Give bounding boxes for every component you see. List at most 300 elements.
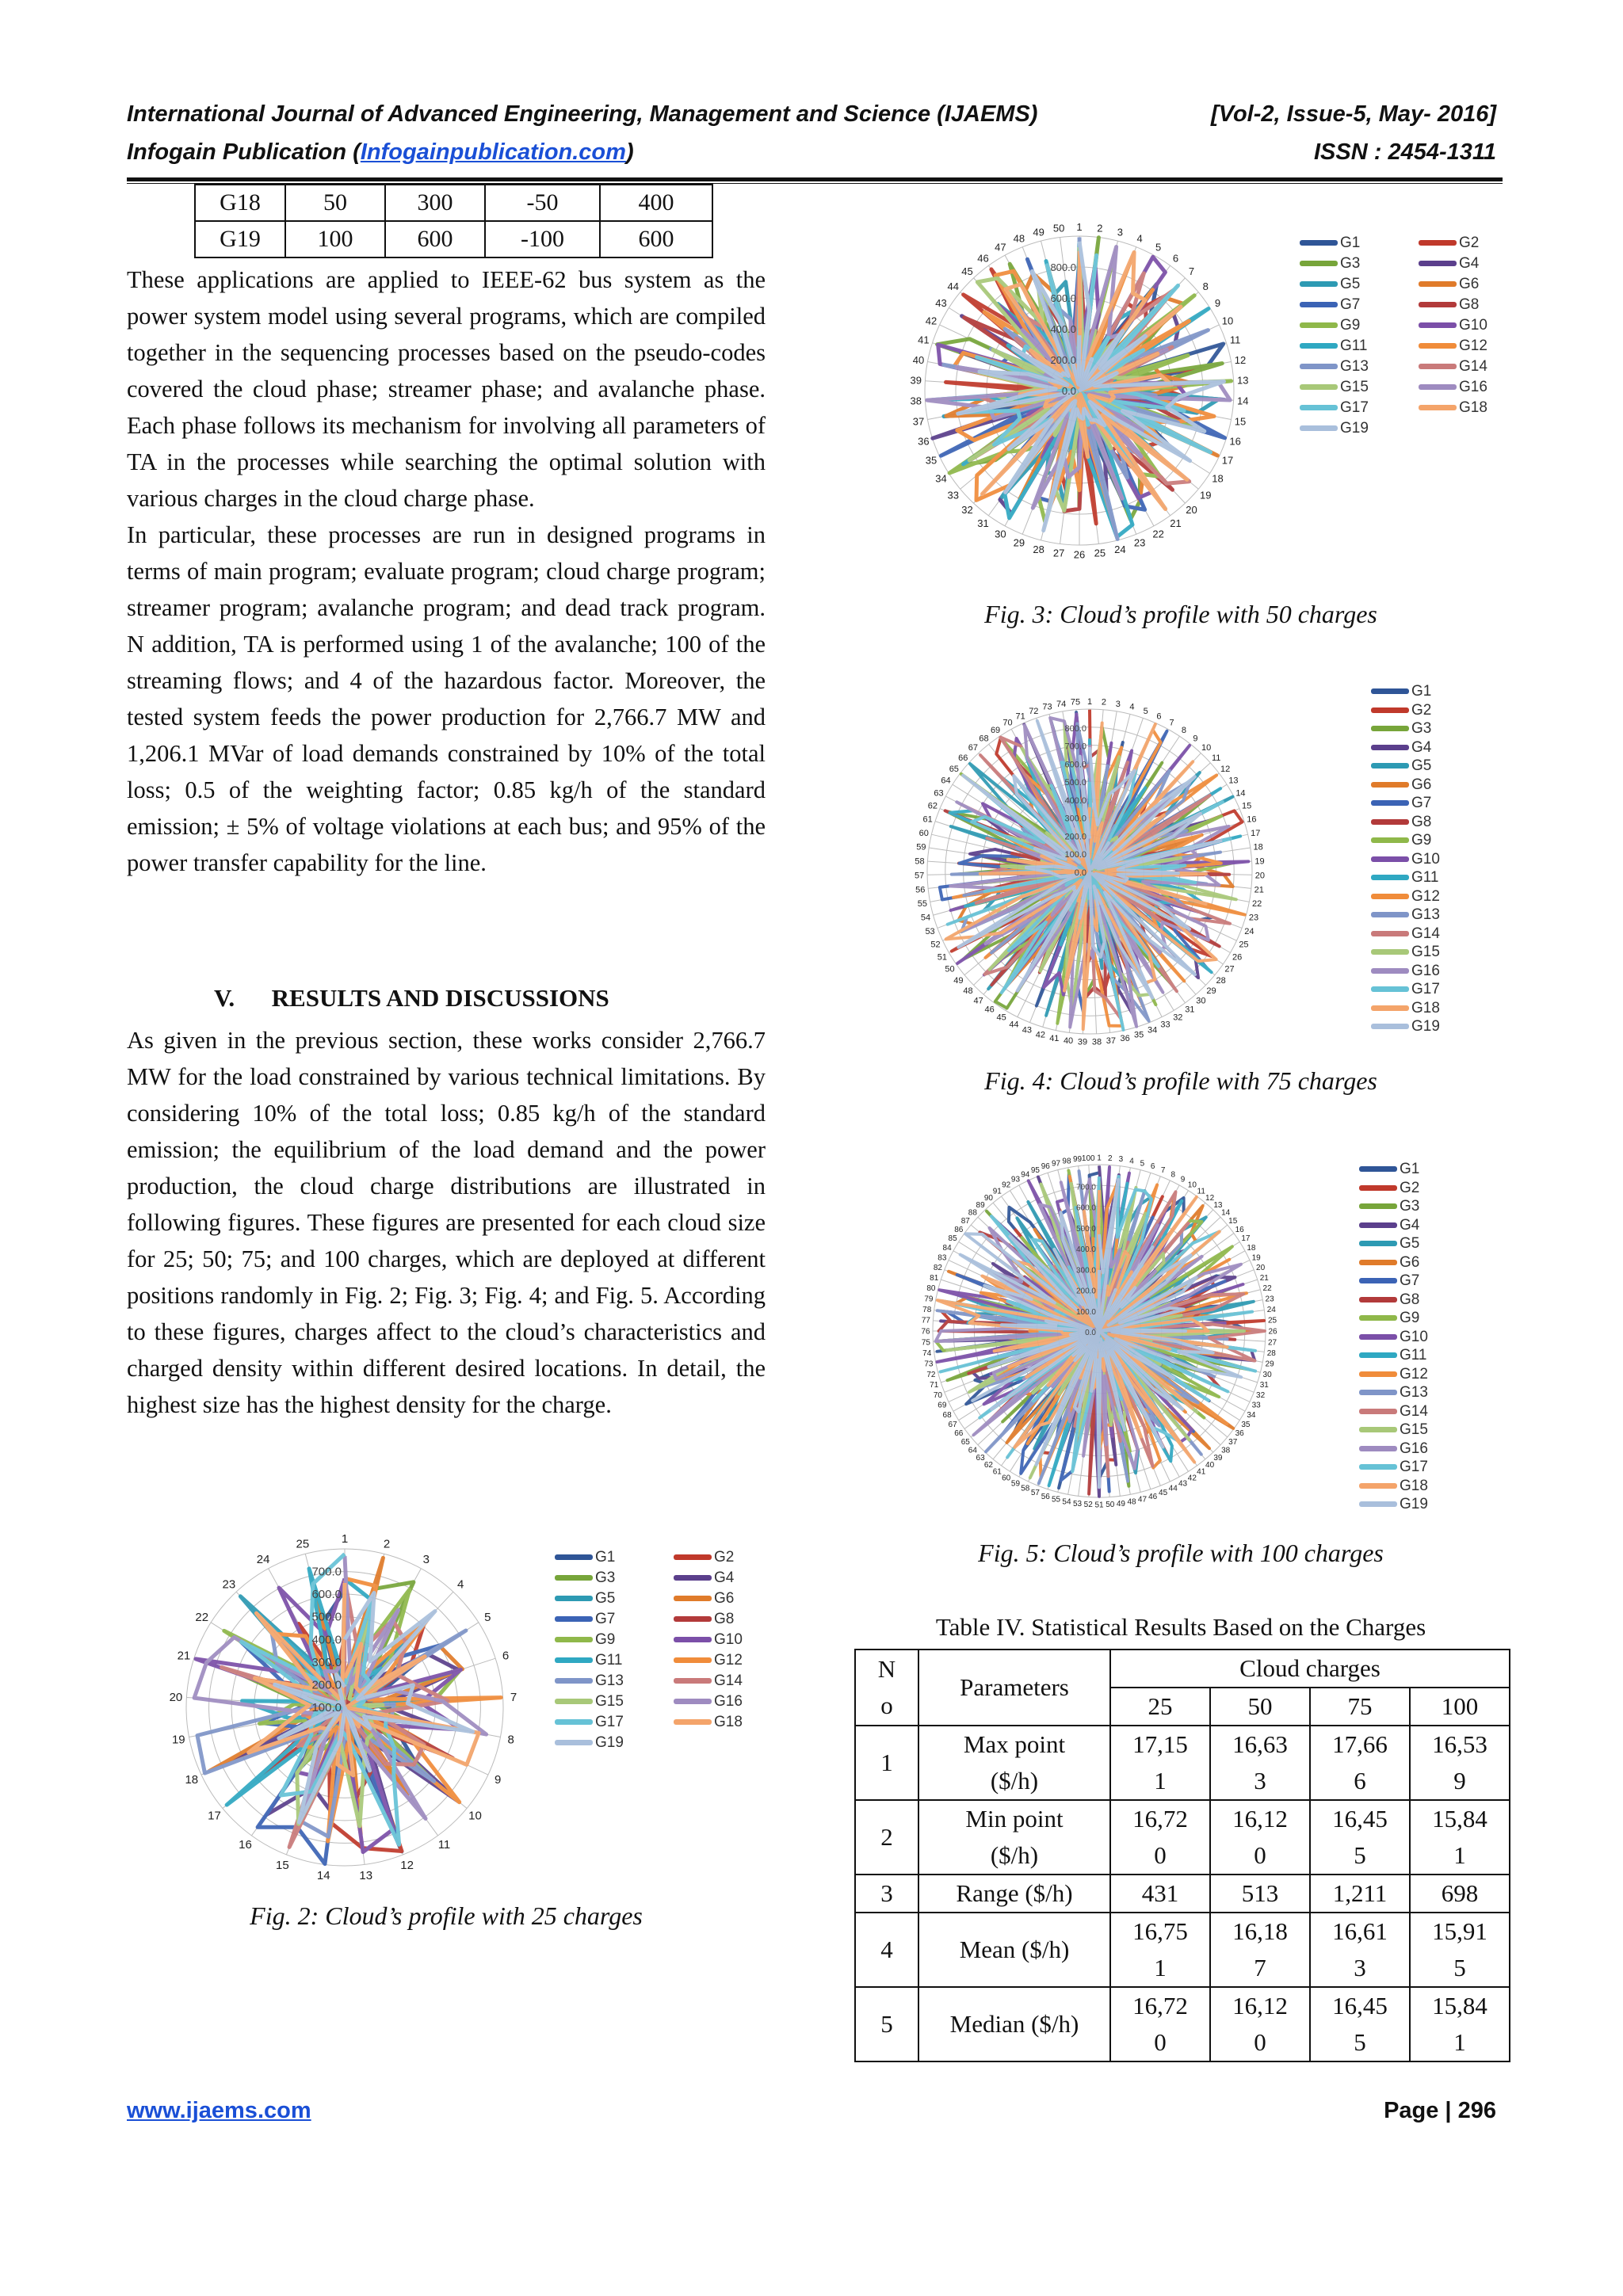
legend-entry — [555, 1734, 624, 1752]
legend-label: G12 — [1400, 1365, 1428, 1383]
legend-entry — [1371, 888, 1440, 906]
legend-label: G7 — [595, 1611, 616, 1627]
category-label: 6 — [1150, 1162, 1155, 1172]
category-label: 53 — [1072, 1499, 1083, 1508]
legend-swatch — [555, 1678, 593, 1684]
legend-label: G17 — [1411, 981, 1440, 997]
legend-entry — [1300, 235, 1360, 252]
legend-swatch — [674, 1596, 712, 1601]
legend-entry — [674, 1590, 734, 1608]
footer-url[interactable] — [127, 2098, 311, 2124]
legend-label: G10 — [1459, 317, 1487, 334]
legend-entry — [1300, 420, 1369, 437]
category-label: 6 — [1156, 711, 1162, 722]
legend-entry — [1371, 814, 1431, 831]
category-label: 61 — [922, 814, 933, 825]
row-number: 1 — [855, 1726, 918, 1800]
category-label: 9 — [1214, 296, 1221, 309]
table-row — [855, 1913, 1510, 1987]
category-label: 36 — [918, 435, 930, 448]
category-label: 87 — [960, 1216, 970, 1226]
category-label: 5 — [1143, 706, 1148, 716]
legend-label: G11 — [1400, 1347, 1427, 1363]
table-cell: G18 — [195, 185, 285, 221]
legend-label: G13 — [595, 1672, 624, 1689]
category-label: 33 — [1160, 1020, 1170, 1030]
legend-entry — [674, 1631, 743, 1649]
category-label: 7 — [1169, 718, 1174, 728]
legend-swatch — [1300, 405, 1338, 410]
category-label: 51 — [1094, 1501, 1104, 1510]
table-cell: -100 — [485, 221, 600, 257]
legend-swatch — [1371, 931, 1409, 936]
category-label: 32 — [1173, 1013, 1183, 1023]
legend-swatch — [1359, 1222, 1397, 1228]
category-label: 23 — [1265, 1295, 1274, 1304]
category-label: 2 — [1107, 1154, 1113, 1163]
category-label: 37 — [1106, 1036, 1117, 1047]
legend-swatch — [1371, 949, 1409, 955]
volume-info: [Vol-2, Issue-5, May- 2016] — [1211, 101, 1496, 127]
category-label: 19 — [1254, 856, 1265, 867]
legend-label: G4 — [1459, 255, 1480, 272]
legend-label: G15 — [595, 1693, 624, 1710]
legend-entry — [674, 1569, 734, 1587]
legend-swatch — [1371, 894, 1409, 899]
legend-swatch — [1371, 856, 1409, 862]
category-label: 54 — [1062, 1497, 1071, 1507]
category-label: 2 — [1101, 697, 1107, 707]
legend-swatch — [1371, 726, 1409, 731]
paragraph: In particular, these processes are run in designed programs in terms of main program; evaluate program; cloud charge program; streamer program; avalanche program; and dead track program. N addition, TA is performed using 1 of the avalanche; 100 of the streaming flows; and 4 of the hazardous factor. Moreover, the tested system feeds the power production for 2,766.7 MW and 1,206.1 MVar of load demands constrained by 10% of the total loss; 0.5 of the weighting factor; 0.85 kg/h of the standard emission; ± 5% of voltage violations at each bus; and 95% of the power transfer capability for the line. — [127, 521, 766, 876]
category-label: 82 — [933, 1263, 942, 1272]
category-label: 25 — [1094, 547, 1106, 559]
category-label: 58 — [1021, 1484, 1030, 1493]
legend-entry — [1300, 358, 1369, 376]
category-label: 8 — [507, 1733, 514, 1747]
category-label: 13 — [359, 1869, 373, 1882]
legend-label: G6 — [1400, 1253, 1420, 1271]
header-parameters: Parameters — [918, 1650, 1110, 1726]
category-label: 37 — [1228, 1438, 1238, 1447]
category-label: 61 — [992, 1467, 1002, 1477]
legend-entry — [1359, 1421, 1428, 1439]
table-cell: 513 — [1210, 1875, 1310, 1913]
category-label: 68 — [979, 734, 989, 744]
category-label: 31 — [1259, 1381, 1269, 1390]
legend-label: G3 — [595, 1569, 616, 1586]
category-label: 30 — [1196, 996, 1206, 1006]
left-column-text — [127, 261, 766, 881]
legend-swatch — [674, 1575, 712, 1581]
category-label: 69 — [938, 1401, 947, 1410]
legend-swatch — [555, 1616, 593, 1622]
legend-swatch — [1300, 281, 1338, 287]
radial-tick-label: 600.0 — [1050, 292, 1076, 304]
legend-entry — [674, 1549, 734, 1566]
legend-swatch — [1300, 322, 1338, 328]
category-label: 39 — [1213, 1454, 1223, 1463]
radial-tick-label: 200.0 — [1064, 832, 1086, 842]
category-label: 42 — [1035, 1030, 1046, 1040]
legend-entry — [1371, 906, 1440, 924]
category-label: 55 — [1051, 1495, 1061, 1505]
category-label: 64 — [968, 1446, 977, 1455]
legend-label: G17 — [595, 1714, 624, 1730]
category-label: 73 — [1042, 702, 1052, 712]
category-label: 76 — [921, 1327, 930, 1337]
legend-swatch — [1419, 302, 1457, 307]
radial-tick-label: 400.0 — [1050, 323, 1076, 335]
legend-entry — [1371, 739, 1431, 757]
legend-label: G16 — [1400, 1440, 1428, 1457]
category-label: 11 — [1211, 753, 1221, 764]
journal-title: International Journal of Advanced Engineering, Management and Science (IJAEMS) — [127, 101, 1038, 127]
radial-tick-label: 200.0 — [311, 1678, 342, 1692]
category-label: 31 — [1185, 1005, 1195, 1015]
category-label: 33 — [947, 489, 959, 502]
legend-swatch — [1300, 425, 1338, 431]
legend-entry — [1371, 1018, 1440, 1035]
category-label: 6 — [502, 1649, 510, 1663]
legend-swatch — [1371, 688, 1409, 694]
legend-label: G1 — [1340, 235, 1361, 251]
category-label: 8 — [1170, 1170, 1176, 1180]
legend-label: G8 — [1400, 1291, 1420, 1308]
legend-swatch — [1359, 1464, 1397, 1470]
table-cell: 400 — [600, 185, 712, 221]
legend-swatch — [1371, 819, 1409, 825]
table-cell: 16,63 3 — [1210, 1726, 1310, 1800]
legend-swatch — [1419, 384, 1457, 390]
table-row — [195, 185, 712, 221]
radial-tick-label: 700.0 — [1075, 1183, 1096, 1192]
category-label: 32 — [961, 504, 973, 517]
row-number: 3 — [855, 1875, 918, 1913]
category-label: 74 — [922, 1348, 932, 1358]
legend-fig2 — [555, 1549, 761, 1779]
radial-tick-label: 800.0 — [1064, 723, 1086, 734]
legend-swatch — [1371, 912, 1409, 917]
category-label: 44 — [1168, 1484, 1178, 1493]
table-row — [855, 1726, 1510, 1800]
category-label: 50 — [1106, 1501, 1115, 1510]
legend-entry — [674, 1611, 734, 1628]
legend-entry — [1359, 1254, 1419, 1272]
category-label: 49 — [1033, 226, 1044, 238]
category-label: 66 — [958, 753, 968, 764]
table-cell: G19 — [195, 221, 285, 257]
publisher-link[interactable]: Infogainpublication.com — [360, 139, 626, 165]
legend-entry — [1359, 1384, 1428, 1402]
category-label: 22 — [1262, 1284, 1272, 1294]
legend-swatch — [1300, 384, 1338, 390]
category-label: 34 — [1147, 1025, 1158, 1035]
category-label: 69 — [990, 725, 1001, 735]
category-label: 3 — [1115, 699, 1121, 709]
radial-tick-label: 200.0 — [1075, 1287, 1096, 1296]
category-label: 36 — [1120, 1034, 1130, 1044]
category-label: 12 — [1220, 764, 1231, 774]
category-label: 90 — [983, 1193, 993, 1203]
category-label: 46 — [977, 252, 989, 265]
legend-label: G12 — [1411, 887, 1440, 905]
category-label: 75 — [1070, 697, 1081, 707]
legend-label: G9 — [1340, 317, 1361, 334]
category-label: 7 — [510, 1690, 517, 1704]
category-label: 70 — [933, 1391, 942, 1401]
table-cell: 600 — [385, 221, 485, 257]
legend-entry — [1359, 1310, 1419, 1327]
legend-entry — [1371, 869, 1439, 887]
legend-entry — [1300, 255, 1360, 273]
category-label: 12 — [400, 1858, 414, 1872]
legend-entry — [1371, 925, 1440, 943]
table-cell: 16,12 0 — [1210, 1800, 1310, 1875]
legend-label: G5 — [1340, 276, 1361, 292]
legend-label: G18 — [1459, 399, 1487, 416]
category-label: 67 — [968, 743, 979, 753]
legend-label: G9 — [1400, 1310, 1420, 1326]
legend-label: G9 — [595, 1631, 616, 1648]
legend-entry — [1300, 296, 1360, 314]
category-label: 28 — [1033, 543, 1044, 555]
legend-entry — [1419, 358, 1487, 376]
legend-label: G6 — [714, 1590, 735, 1607]
header-charge: 25 — [1110, 1688, 1210, 1726]
legend-entry — [1359, 1403, 1428, 1421]
category-label: 16 — [1247, 814, 1257, 825]
category-label: 9 — [1193, 734, 1198, 744]
category-label: 38 — [1221, 1446, 1231, 1455]
legend-swatch — [1359, 1501, 1397, 1507]
legend-label: G8 — [1459, 296, 1480, 313]
legend-swatch — [1371, 837, 1409, 843]
category-label: 65 — [949, 764, 959, 774]
category-label: 7 — [1188, 265, 1195, 277]
category-label: 29 — [1265, 1360, 1274, 1369]
radar-chart-fig5 — [884, 1141, 1327, 1521]
category-label: 7 — [1160, 1165, 1166, 1175]
legend-swatch — [1371, 745, 1409, 750]
legend-entry — [1359, 1217, 1419, 1234]
legend-entry — [1371, 683, 1431, 700]
row-number: 5 — [855, 1987, 918, 2061]
category-label: 84 — [942, 1243, 952, 1253]
category-label: 39 — [1077, 1037, 1088, 1047]
legend-label: G13 — [1400, 1384, 1428, 1401]
category-label: 59 — [1010, 1479, 1021, 1489]
legend-entry — [1300, 379, 1369, 396]
legend-swatch — [674, 1719, 712, 1725]
category-label: 42 — [1187, 1474, 1197, 1483]
legend-swatch — [1359, 1203, 1397, 1209]
figure-caption-3: Fig. 3: Cloud’s profile with 50 charges — [984, 600, 1377, 628]
category-label: 93 — [1010, 1175, 1021, 1184]
issn: ISSN : 2454-1311 — [1314, 139, 1496, 165]
legend-label: G2 — [1411, 701, 1432, 719]
legend-fig4 — [1371, 683, 1490, 1055]
legend-entry — [1300, 399, 1369, 417]
category-label: 3 — [422, 1553, 430, 1567]
legend-swatch — [1419, 322, 1457, 328]
category-label: 49 — [1116, 1499, 1126, 1508]
category-label: 67 — [948, 1420, 957, 1429]
radial-tick-label: 600.0 — [1064, 760, 1086, 770]
category-label: 57 — [1030, 1489, 1040, 1498]
legend-label: G14 — [1400, 1402, 1428, 1420]
radar-chart-fig3 — [872, 204, 1284, 577]
footer-link[interactable]: www.ijaems.com — [127, 2098, 311, 2123]
legend-swatch — [1419, 364, 1457, 369]
legend-swatch — [1359, 1483, 1397, 1489]
category-label: 64 — [941, 776, 951, 786]
category-label: 24 — [1266, 1306, 1276, 1315]
legend-entry — [1359, 1161, 1419, 1178]
radial-tick-label: 400.0 — [311, 1633, 342, 1647]
legend-swatch — [1419, 405, 1457, 410]
legend-label: G8 — [1411, 813, 1432, 830]
category-label: 22 — [195, 1610, 209, 1624]
category-label: 86 — [954, 1225, 964, 1234]
legend-swatch — [1359, 1371, 1397, 1377]
category-label: 50 — [1052, 222, 1065, 235]
category-label: 74 — [1056, 699, 1067, 709]
category-label: 83 — [938, 1253, 947, 1263]
category-label: 30 — [995, 528, 1006, 540]
legend-swatch — [674, 1637, 712, 1642]
radar-series-group — [927, 237, 1232, 539]
legend-label: G2 — [1459, 235, 1480, 251]
legend-label: G11 — [1340, 338, 1368, 354]
table-cell: 300 — [385, 185, 485, 221]
legend-label: G1 — [595, 1549, 616, 1566]
row-number: 2 — [855, 1800, 918, 1875]
legend-swatch — [1359, 1446, 1397, 1451]
radial-tick-label: 800.0 — [1050, 261, 1076, 273]
category-label: 23 — [1248, 913, 1259, 923]
category-label: 60 — [1002, 1474, 1011, 1483]
legend-entry — [1419, 338, 1487, 355]
category-label: 41 — [1197, 1467, 1206, 1477]
category-label: 44 — [947, 280, 959, 292]
legend-entry — [1359, 1198, 1419, 1215]
category-label: 10 — [1187, 1180, 1197, 1190]
legend-label: G4 — [1400, 1216, 1420, 1234]
figure-caption-2: Fig. 2: Cloud’s profile with 25 charges — [250, 1901, 643, 1930]
category-label: 19 — [171, 1733, 185, 1747]
statistics-table — [854, 1649, 1510, 2062]
legend-entry — [674, 1672, 743, 1690]
category-label: 12 — [1205, 1193, 1215, 1203]
radial-tick-label: 300.0 — [1075, 1266, 1096, 1276]
legend-label: G15 — [1411, 944, 1440, 960]
legend-label: G4 — [1411, 738, 1432, 756]
table-cell: 100 — [285, 221, 385, 257]
legend-label: G12 — [1459, 338, 1487, 354]
figure-caption-4: Fig. 4: Cloud’s profile with 75 charges — [984, 1066, 1377, 1095]
category-label: 11 — [437, 1837, 451, 1852]
legend-entry — [1371, 832, 1431, 849]
header-charge: 100 — [1410, 1688, 1510, 1726]
category-label: 11 — [1229, 334, 1241, 346]
category-label: 8 — [1202, 280, 1209, 292]
category-label: 43 — [1178, 1479, 1188, 1489]
category-label: 13 — [1228, 776, 1239, 786]
category-label: 43 — [1022, 1025, 1033, 1035]
legend-entry — [1371, 720, 1431, 738]
legend-swatch — [1359, 1241, 1397, 1246]
legend-swatch — [1359, 1409, 1397, 1414]
legend-swatch — [1359, 1297, 1397, 1302]
legend-label: G1 — [1411, 683, 1432, 700]
legend-entry — [555, 1672, 624, 1690]
legend-entry — [1359, 1347, 1427, 1364]
category-label: 88 — [968, 1208, 977, 1218]
category-label: 56 — [915, 885, 926, 895]
category-label: 99 — [1072, 1155, 1083, 1165]
category-label: 26 — [1268, 1327, 1277, 1337]
legend-swatch — [1371, 875, 1409, 880]
legend-swatch — [555, 1657, 593, 1663]
legend-swatch — [674, 1554, 712, 1560]
table-title: Table IV. Statistical Results Based on the Charges — [935, 1613, 1426, 1641]
category-label: 17 — [1221, 454, 1234, 467]
category-label: 79 — [924, 1295, 934, 1304]
legend-swatch — [555, 1740, 593, 1745]
legend-swatch — [1359, 1260, 1397, 1265]
category-label: 27 — [1268, 1338, 1277, 1348]
row-parameter: Max point ($/h) — [918, 1726, 1110, 1800]
results-text — [127, 1022, 766, 1423]
category-label: 2 — [1097, 222, 1103, 235]
category-label: 9 — [495, 1773, 502, 1787]
legend-swatch — [1419, 281, 1457, 287]
category-label: 49 — [953, 975, 964, 986]
legend-label: G2 — [1400, 1179, 1420, 1196]
category-label: 2 — [383, 1537, 391, 1551]
category-label: 46 — [984, 1005, 995, 1015]
header-no: N o — [855, 1650, 918, 1726]
category-label: 72 — [1029, 706, 1039, 716]
category-label: 31 — [977, 517, 989, 529]
category-label: 40 — [1205, 1461, 1215, 1470]
radial-tick-label: 100.0 — [311, 1701, 342, 1714]
legend-entry — [1300, 338, 1368, 355]
legend-swatch — [1359, 1352, 1397, 1358]
legend-entry — [1371, 963, 1440, 980]
legend-entry — [1419, 276, 1479, 293]
category-label: 13 — [1213, 1200, 1223, 1210]
legend-entry — [1359, 1478, 1428, 1495]
legend-label: G3 — [1340, 255, 1361, 272]
legend-entry — [1419, 399, 1487, 417]
legend-swatch — [1359, 1427, 1397, 1432]
legend-label: G6 — [1411, 776, 1432, 793]
category-label: 24 — [1244, 926, 1254, 936]
category-label: 35 — [1241, 1420, 1251, 1429]
legend-swatch — [1371, 800, 1409, 806]
legend-swatch — [555, 1575, 593, 1581]
legend-entry — [555, 1714, 624, 1731]
table-cell: 16,75 1 — [1110, 1913, 1210, 1987]
category-label: 10 — [468, 1809, 482, 1823]
table-header-row — [855, 1650, 1510, 1688]
legend-swatch — [1359, 1334, 1397, 1340]
category-label: 25 — [1268, 1316, 1277, 1325]
legend-swatch — [1300, 240, 1338, 246]
legend-label: G17 — [1340, 399, 1369, 416]
